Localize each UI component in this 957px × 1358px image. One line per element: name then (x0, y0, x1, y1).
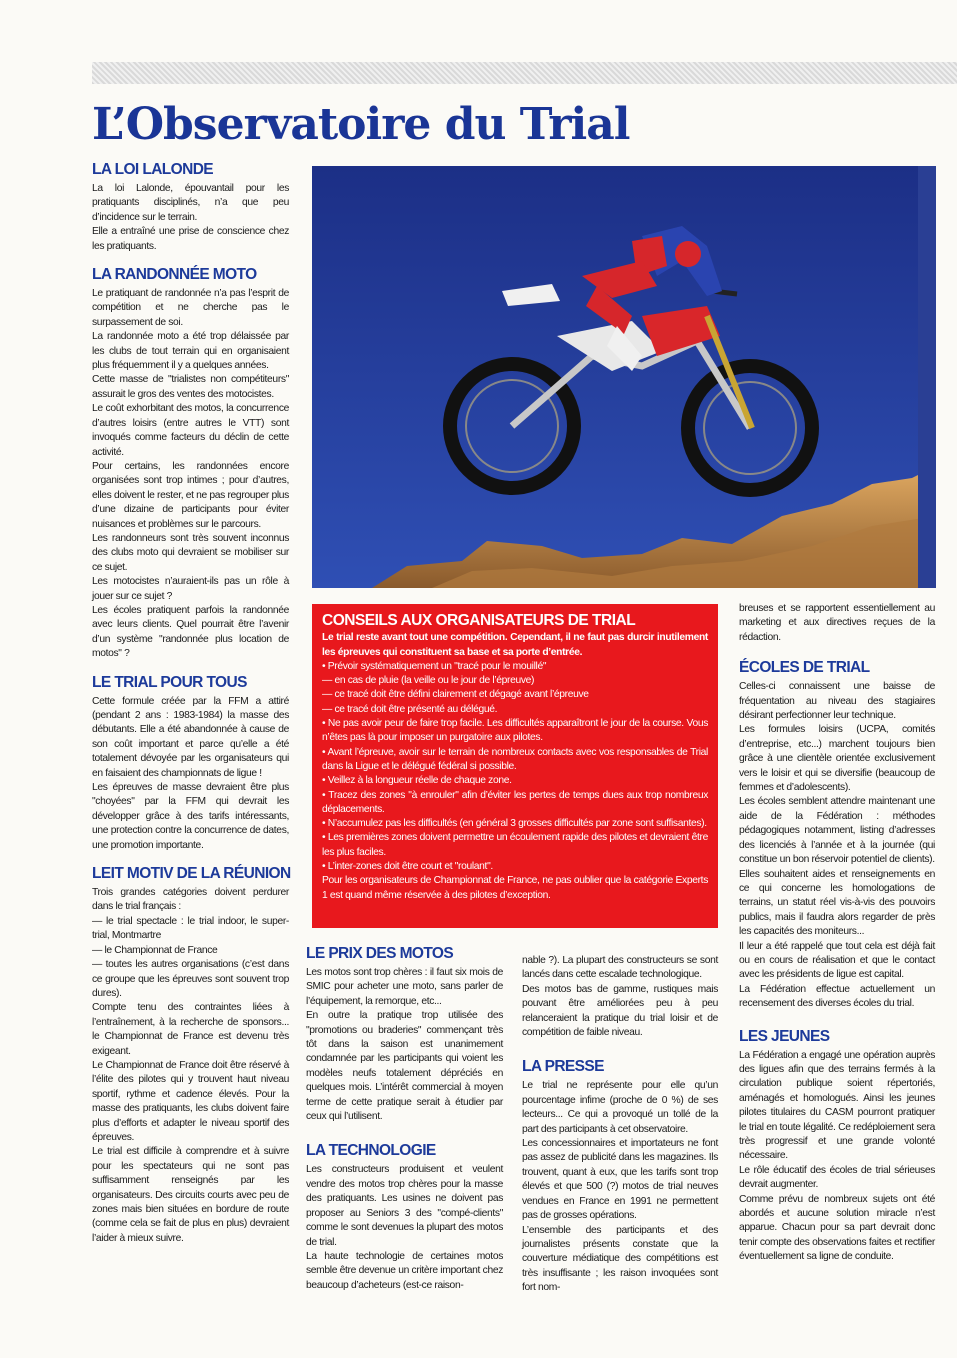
trial-motorcycle-photo (312, 166, 936, 588)
paragraph: Les motocistes n’auraient-ils pas un rôle à jouer sur ce sujet ? (92, 576, 289, 602)
paragraph: Celles-ci connaissent une baisse de fréquentation au niveau des stagiaires désirant perfectionner leur technique. (739, 681, 935, 722)
paragraph: Cette formule créée par la FFM a attiré (pendant 2 ans : 1983-1984) la masse des débutants. Elle a été abandonnée à cause de son coût important et parce qu’elle a été totalement dévoyée par les organisateurs qui en faisaient des championnats de ligue ! (92, 695, 289, 779)
paragraph: nable ?). La plupart des constructeurs se sont lancés dans cette escalade technologique. (522, 955, 718, 981)
section-heading: LA RANDONNÉE MOTO (92, 266, 257, 284)
paragraph: Le trial ne représente pour elle qu’un pourcentage infime (proche de 0 %) de ses lecteurs... Ce qui a provoqué un tollé de la part des participants à cet observatoire. (522, 1080, 718, 1135)
paragraph: Les écoles pratiquent parfois la randonnée avec leurs clients. Quel pourrait être l’avenir d’un système "randonnée plus location de motos" ? (92, 604, 289, 660)
list-item: • Les premières zones doivent permettre un écoulement rapide des pilotes et devraient être les plus faciles. (322, 832, 708, 858)
paragraph: Il leur a été rappelé que tout cela est déjà fait ou en cours de réalisation et que le contact avec les présidents de ligue est capital. (739, 940, 935, 981)
paragraph: Elle a entraîné une prise de conscience chez les pratiquants. (92, 226, 289, 252)
section-heading: LE PRIX DES MOTOS (306, 945, 454, 962)
paragraph: Les motos sont trop chères : il faut six mois de SMIC pour acheter une moto, sans parler de l’équipement, la remorque, etc... (306, 967, 503, 1007)
paragraph: La loi Lalonde, épouvantail pour les pratiquants disciplinés, n’a que peu d’incidence sur le terrain. (92, 183, 289, 223)
section-heading: ÉCOLES DE TRIAL (739, 659, 870, 677)
paragraph: La randonnée moto a été trop délaissée par les clubs de tout terrain qui en organisaient plus fréquemment il y a quelques années. (92, 331, 289, 372)
paragraph: Les formules loisirs (UCPA, comités d’entreprise, etc...) marchent toujours bien grâce à une clientèle orientée exclusivement vers le loisir et qui se diversifie (beaucoup de femmes et d’adolescents). (739, 724, 935, 794)
section-heading: LA LOI LALONDE (92, 161, 214, 178)
column-2 (306, 945, 503, 1293)
paragraph: — le Championnat de France (92, 944, 218, 956)
column-3 (522, 954, 718, 1296)
paragraph: Cette masse de "trialistes non compétiteurs" assurait le gros des ventes des motocistes. (92, 374, 289, 400)
list-item: Pour les organisateurs de Championnat de France, ne pas oublier que la catégorie Experts 1 est quand même réservée à des pilotes d’exception. (322, 875, 708, 901)
paragraph: Le coût exhorbitant des motos, la concurrence d’autres loisirs (entre autres le VTT) sont invoqués comme facteurs du déclin de cette activité. (92, 403, 289, 458)
list-item: • N’accumulez pas les difficultés (en général 3 grosses difficultés par zone sont suffisantes). (322, 818, 707, 830)
conseils-box (312, 604, 718, 928)
paragraph: Les randonneurs sont très souvent inconnus des clubs moto qui devraient se mobiliser sur ce sujet. (92, 532, 289, 573)
section-heading: LA PRESSE (522, 1058, 604, 1076)
paragraph: Le Championnat de France doit être réservé à l’élite des pilotes qui y trouvent haut niveau sportif, rythme et cadence élevés. Pour la masse des pratiquants, les clubs doivent faire plus d’efforts et adapter le niveau sportif des épreuves. (92, 1059, 289, 1143)
paragraph: Pour certains, les randonnées encore organisées sont trop intimes ; pour d’autres, elles doivent le rester, et ne pas regrouper plus d’une dizaine de participants pour éviter nuisances et problèmes sur le parcours. (92, 460, 289, 530)
paragraph: Les concessionnaires et importateurs ne font pas assez de publicité dans les magazines. Ils trouvent, quant à eux, que les tarifs sont trop élevés et que 500 (?) motos de trial neuves vendues en France en 1991 ne permettent pas de grosses opérations. (522, 1138, 718, 1222)
list-item: • Veillez à la longueur réelle de chaque zone. (322, 775, 512, 787)
section-heading: LA TECHNOLOGIE (306, 1142, 436, 1160)
paragraph: Les épreuves de masse devraient être plus "choyées" par la FFM qui devrait les développer grâce à des tarifs intéressants, une protection contre la concurrence de dates, une promotion importante. (92, 782, 289, 851)
conseils-lead: Le trial reste avant tout une compétition. Cependant, il ne faut pas durcir inutilement les épreuves qui constituent sa base et sa porte d’entrée. (322, 632, 708, 658)
paragraph: Le trial est difficile à comprendre et à suivre pour les spectateurs qui ne sont pas suffisamment renseignés par les organisateurs. Des circuits courts avec peu de zones mais bien situées en bordure de route (comme cela se fait de plus en plus) devraient l’aider à mieux suivre. (92, 1146, 289, 1244)
paragraph: Le rôle éducatif des écoles de trial sérieuses devrait augmenter. (739, 1164, 935, 1191)
list-item: • L’inter-zones doit être court et "roulant". (322, 861, 493, 873)
paragraph: — le trial spectacle : le trial indoor, le super-trial, Montmartre (92, 915, 289, 942)
paragraph: breuses et se rapportent essentiellement au marketing et aux directives reçues de la rédaction. (739, 603, 935, 643)
column-1 (92, 161, 289, 1246)
section-heading: LE TRIAL POUR TOUS (92, 673, 247, 691)
list-item: — ce tracé doit être défini clairement et dégagé avant l’épreuve (322, 689, 589, 701)
paragraph: Trois grandes catégories doivent perdurer dans le trial français : (92, 887, 289, 913)
list-item: — en cas de pluie (la veille ou le jour de l’épreuve) (322, 675, 535, 687)
paragraph: Comme prévu de nombreux sujets ont été abordés et aucune solution miracle n’est apparue. Chacun pour sa part devrait donc tenir compte des observations faites et rectifier éventuellement sa ligne de conduite. (739, 1193, 935, 1263)
list-item: • Prévoir systématiquement un "tracé pour le mouillé" (322, 660, 547, 672)
paragraph: L’ensemble des participants et des journalistes présents constate que la couverture médiatique des compétitions est très insuffisante ; les raison invoquées sont fort nom- (522, 1224, 718, 1294)
paragraph: Les écoles semblent attendre maintenant une aide de la Fédération : méthodes pédagogiques notamment, listing d’adresses des licenciés à l’année et à la journée (qui constitue un bon réservoir potentiel de clients). (739, 796, 935, 866)
header-band (92, 62, 957, 84)
column-4 (739, 602, 935, 1265)
section-heading: LES JEUNES (739, 1027, 830, 1045)
conseils-heading: CONSEILS AUX ORGANISATEURS DE TRIAL (322, 612, 636, 629)
paragraph: Le pratiquant de randonnée n’a pas l’esprit de compétition et ne cherche pas le surpassement de soi. (92, 288, 289, 328)
article-title: L’Observatoire du Trial (92, 99, 630, 150)
paragraph: En outre la pratique trop utilisée des "promotions ou braderies" commençant très tôt dans la saison est unanimement condamnée par les participants qui voient les modèles neufs totalement dépréciés en quelques mois. L’intérêt commercial à moyen terme de cette pratique serait à étudier par ceux qui l’utilisent. (306, 1010, 503, 1123)
paragraph: Les constructeurs produisent et veulent vendre des motos trop chères pour la masse des pratiquants. Les usines ne doivent pas proposer au Seniors 3 des "compé-clients" comme le sont devenues la plupart des motos de trial. (306, 1164, 503, 1248)
paragraph: Des motos bas de gamme, rustiques mais pouvant être améliorées peu à peu relanceraient la pratique du trial loisir et de compétition de faible niveau. (522, 983, 718, 1039)
list-item: • Tracez des zones "à enrouler" afin d’éviter les pertes de temps dues aux trop nombreux déplacements. (322, 789, 708, 815)
paragraph: Compte tenu des contraintes liées à l’entraînement, à la recherche de sponsors... le Championnat de France est devenu très exigeant. (92, 1002, 289, 1057)
list-item: • Ne pas avoir peur de faire trop facile. Les difficultés apparaîtront le jour de la course. Vous n’êtes pas là pour imposer un purgatoire aux pilotes. (322, 718, 708, 744)
section-heading: LEIT MOTIV DE LA RÉUNION (92, 865, 291, 883)
paragraph: Elles souhaitent aides et renseignements en ce qui concerne les homologations de terrains, un statut réel vis-à-vis des pouvoirs publics, mais il faudra alors regarder de près les capacités des moniteurs... (739, 868, 935, 938)
list-item: — ce tracé doit être présenté au délégué. (322, 703, 498, 715)
paragraph: La haute technologie de certaines motos semble être devenue un critère important chez beaucoup d’acheteurs (est-ce raison- (306, 1250, 503, 1291)
list-item: • Avant l’épreuve, avoir sur le terrain de nombreux contacts avec vos responsables de Trial dans la Ligue et le délégué fédéral si possible. (322, 746, 708, 772)
paragraph: La Fédération a engagé une opération auprès des ligues afin que des terrains fermés à la circulation publique soient répertoriés, aménagés et homologués. Ainsi les jeunes pilotes titulaires du CASM pourront pratiquer le trial en toute légalité. Ce redéploiement sera très progressif et une grande volonté nécessaire. (739, 1049, 935, 1162)
paragraph: — toutes les autres organisations (c’est dans ce groupe que les épreuves sont souvent trop dures). (92, 959, 289, 999)
paragraph: La Fédération effectue actuellement un recensement des diverses écoles du trial. (739, 983, 935, 1010)
